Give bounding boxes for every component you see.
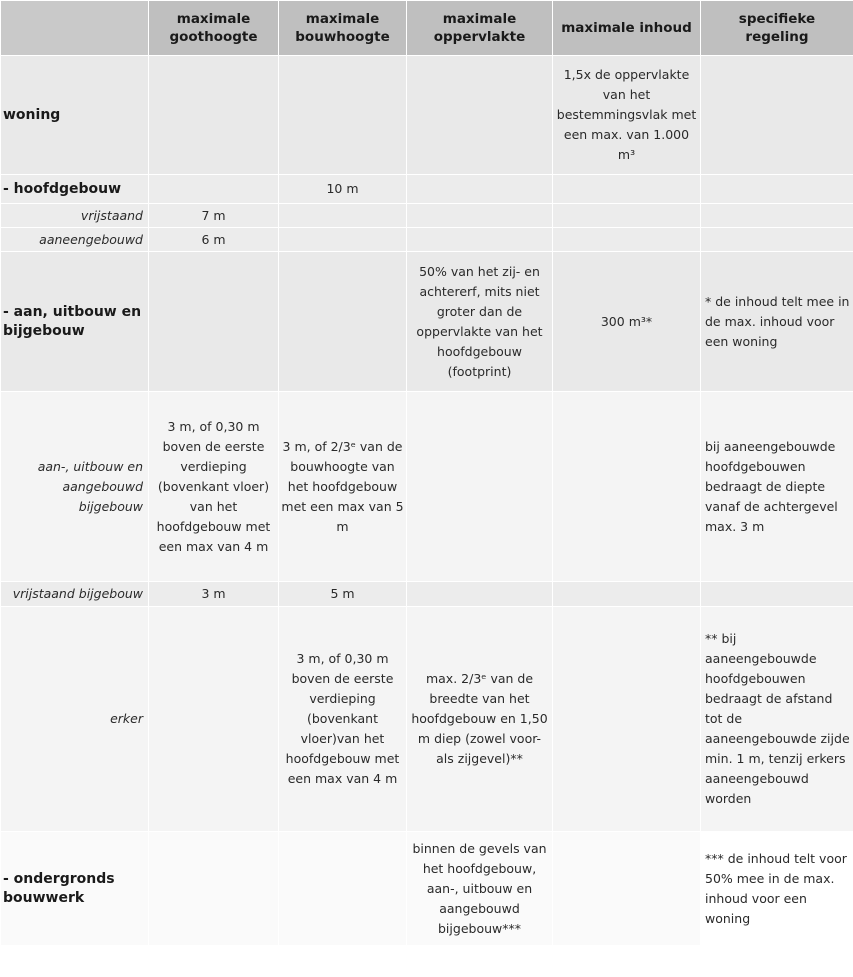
row-erker <box>1 607 853 832</box>
cell-bouwhoogte <box>279 228 407 252</box>
row-label: erker <box>1 607 149 832</box>
cell-oppervlakte <box>407 204 553 228</box>
cell-goothoogte <box>149 832 279 946</box>
row-hoofdgebouw <box>1 175 853 204</box>
cell-regeling <box>701 175 853 204</box>
cell-inhoud: 300 m³* <box>553 252 701 392</box>
row-label: - hoofdgebouw <box>1 175 149 204</box>
header-inhoud: maximale inhoud <box>553 1 701 56</box>
row-label: vrijstaand bijgebouw <box>1 582 149 607</box>
header-row <box>1 1 853 56</box>
cell-inhoud <box>553 582 701 607</box>
header-regeling: specifieke regeling <box>701 1 853 56</box>
cell-oppervlakte: binnen de gevels van het hoofdgebouw, aan-, uitbouw en aangebouwd bijgebouw*** <box>407 832 553 946</box>
cell-regeling <box>701 228 853 252</box>
cell-oppervlakte <box>407 56 553 175</box>
cell-oppervlakte: max. 2/3ᵉ van de breedte van het hoofdgebouw en 1,50 m diep (zowel voor- als zijgevel)** <box>407 607 553 832</box>
row-aaneengebouwd <box>1 228 853 252</box>
row-label: vrijstaand <box>1 204 149 228</box>
cell-regeling: *** de inhoud telt voor 50% mee in de max. inhoud voor een woning <box>701 832 853 946</box>
cell-regeling: ** bij aaneengebouwde hoofdgebouwen bedraagt de afstand tot de aaneengebouwde zijde min. 1 m, tenzij erkers aaneengebouwd worden <box>701 607 853 832</box>
cell-goothoogte: 3 m, of 0,30 m boven de eerste verdieping (bovenkant vloer) van het hoofdgebouw met een max van 4 m <box>149 392 279 582</box>
cell-bouwhoogte: 3 m, of 0,30 m boven de eerste verdieping (bovenkant vloer)van het hoofdgebouw met een max van 4 m <box>279 607 407 832</box>
cell-inhoud: 1,5x de oppervlakte van het bestemmingsvlak met een max. van 1.000 m³ <box>553 56 701 175</box>
cell-oppervlakte <box>407 582 553 607</box>
cell-oppervlakte <box>407 228 553 252</box>
cell-regeling: bij aaneengebouwde hoofdgebouwen bedraagt de diepte vanaf de achtergevel max. 3 m <box>701 392 853 582</box>
header-bouwhoogte: maximale bouwhoogte <box>279 1 407 56</box>
row-ondergronds <box>1 832 853 946</box>
cell-bouwhoogte: 3 m, of 2/3ᵉ van de bouwhoogte van het hoofdgebouw met een max van 5 m <box>279 392 407 582</box>
cell-regeling <box>701 204 853 228</box>
row-aanuitbouw <box>1 252 853 392</box>
cell-goothoogte <box>149 56 279 175</box>
cell-goothoogte <box>149 607 279 832</box>
row-vrijstaand-bijgebouw <box>1 582 853 607</box>
row-aangebouwd <box>1 392 853 582</box>
cell-bouwhoogte <box>279 832 407 946</box>
cell-bouwhoogte <box>279 252 407 392</box>
cell-regeling: * de inhoud telt mee in de max. inhoud voor een woning <box>701 252 853 392</box>
cell-bouwhoogte <box>279 204 407 228</box>
cell-goothoogte: 3 m <box>149 582 279 607</box>
cell-bouwhoogte <box>279 56 407 175</box>
row-vrijstaand <box>1 204 853 228</box>
cell-bouwhoogte: 10 m <box>279 175 407 204</box>
cell-regeling <box>701 56 853 175</box>
row-label: - ondergronds bouwwerk <box>1 832 149 946</box>
header-oppervlakte: maximale oppervlakte <box>407 1 553 56</box>
cell-oppervlakte: 50% van het zij- en achtererf, mits niet groter dan de oppervlakte van het hoofdgebouw (footprint) <box>407 252 553 392</box>
row-label: aaneengebouwd <box>1 228 149 252</box>
cell-inhoud <box>553 832 701 946</box>
cell-inhoud <box>553 392 701 582</box>
header-goothoogte: maximale goothoogte <box>149 1 279 56</box>
header-corner <box>1 1 149 56</box>
cell-bouwhoogte: 5 m <box>279 582 407 607</box>
cell-goothoogte <box>149 252 279 392</box>
cell-oppervlakte <box>407 392 553 582</box>
row-label: woning <box>1 56 149 175</box>
cell-goothoogte <box>149 175 279 204</box>
cell-regeling <box>701 582 853 607</box>
row-label: - aan, uitbouw en bijgebouw <box>1 252 149 392</box>
row-woning <box>1 56 853 175</box>
cell-inhoud <box>553 607 701 832</box>
cell-oppervlakte <box>407 175 553 204</box>
cell-inhoud <box>553 204 701 228</box>
cell-inhoud <box>553 228 701 252</box>
row-label: aan-, uitbouw en aangebouwd bijgebouw <box>1 392 149 582</box>
cell-inhoud <box>553 175 701 204</box>
cell-goothoogte: 6 m <box>149 228 279 252</box>
cell-goothoogte: 7 m <box>149 204 279 228</box>
